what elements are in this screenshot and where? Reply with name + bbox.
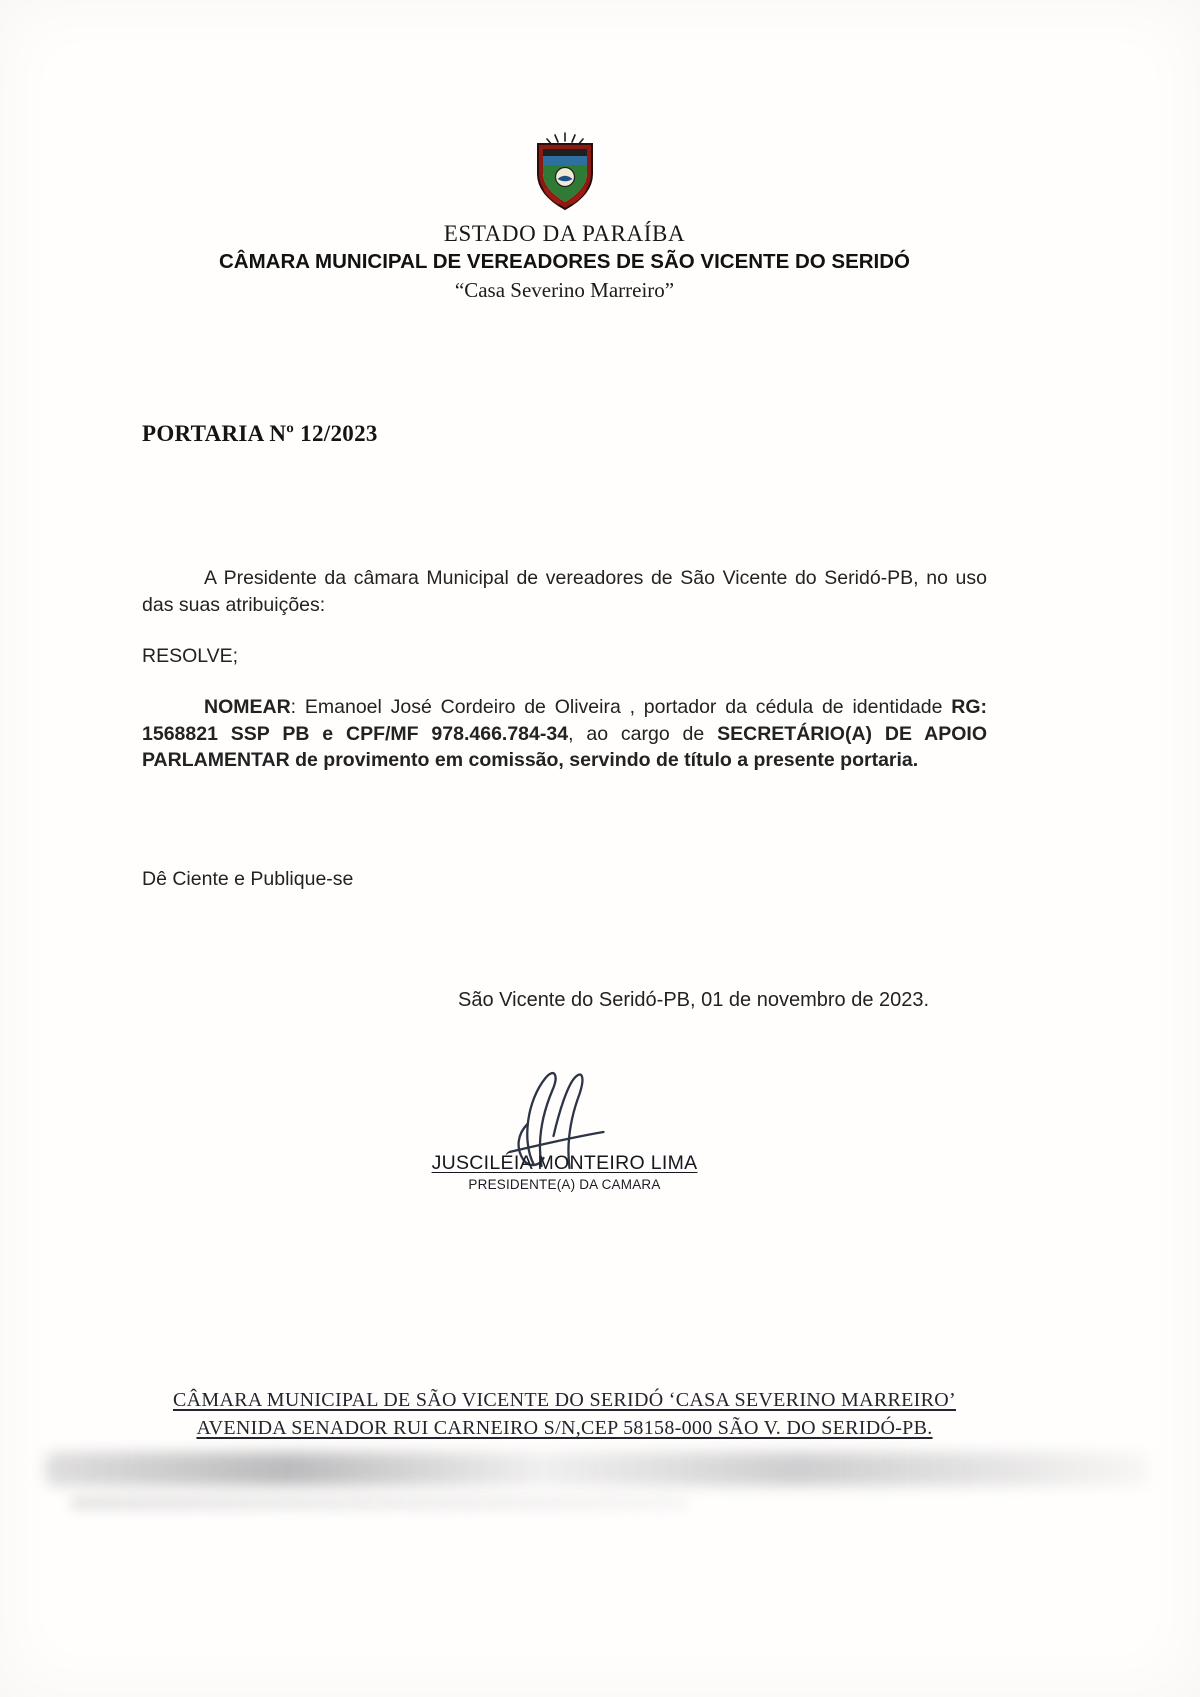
footer-address — [142, 1386, 987, 1442]
appointment-text-segment: : Emanoel José Cordeiro de Oliveira , portador da cédula de identidade — [290, 696, 952, 718]
scan-artifact-small — [70, 1496, 690, 1510]
chamber-name: CÂMARA MUNICIPAL DE VEREADORES DE SÃO VICENTE DO SERIDÓ — [219, 250, 910, 273]
footer-line-1: CÂMARA MUNICIPAL DE SÃO VICENTE DO SERIDÓ ‘CASA SEVERINO MARREIRO’ — [172, 1389, 956, 1411]
signatory-role: PRESIDENTE(A) DA CAMARA — [468, 1176, 661, 1192]
appointment-text-segment: RG: 1568821 SSP PB e CPF/MF 978.466.784-34 — [142, 696, 987, 745]
resolve-line: RESOLVE; — [142, 645, 239, 667]
paraiba-coat-of-arms-icon — [142, 132, 987, 216]
appointment-text-segment: SECRETÁRIO(A) DE APOIO PARLAMENTAR — [142, 722, 987, 771]
state-name: ESTADO DA PARAÍBA — [443, 221, 686, 246]
document-content — [142, 0, 987, 1192]
opening-paragraph: A Presidente da câmara Municipal de vereadores de São Vicente do Seridó-PB, no uso das suas atribuições: — [142, 567, 987, 616]
appointment-text-segment: , ao cargo de — [568, 722, 718, 745]
scan-artifact — [45, 1452, 1150, 1486]
signatory-name: JUSCILÉIA MONTEIRO LIMA — [431, 1151, 698, 1174]
appointment-text-segment: de provimento em comissão, servindo de título a presente portaria. — [289, 749, 919, 771]
publish-line: Dê Ciente e Publique-se — [142, 867, 354, 890]
dateline: São Vicente do Seridó-PB, 01 de novembro de 2023. — [458, 988, 930, 1011]
portaria-title: PORTARIA Nº 12/2023 — [142, 421, 378, 446]
letterhead — [142, 132, 987, 303]
appointment-paragraph — [142, 694, 987, 774]
footer-line-2: AVENIDA SENADOR RUI CARNEIRO S/N,CEP 58158-000 SÃO V. DO SERIDÓ-PB. — [196, 1417, 933, 1439]
appointment-text-segment: NOMEAR — [204, 696, 291, 718]
signature-block — [142, 1152, 987, 1192]
house-name: “Casa Severino Marreiro” — [454, 278, 675, 302]
